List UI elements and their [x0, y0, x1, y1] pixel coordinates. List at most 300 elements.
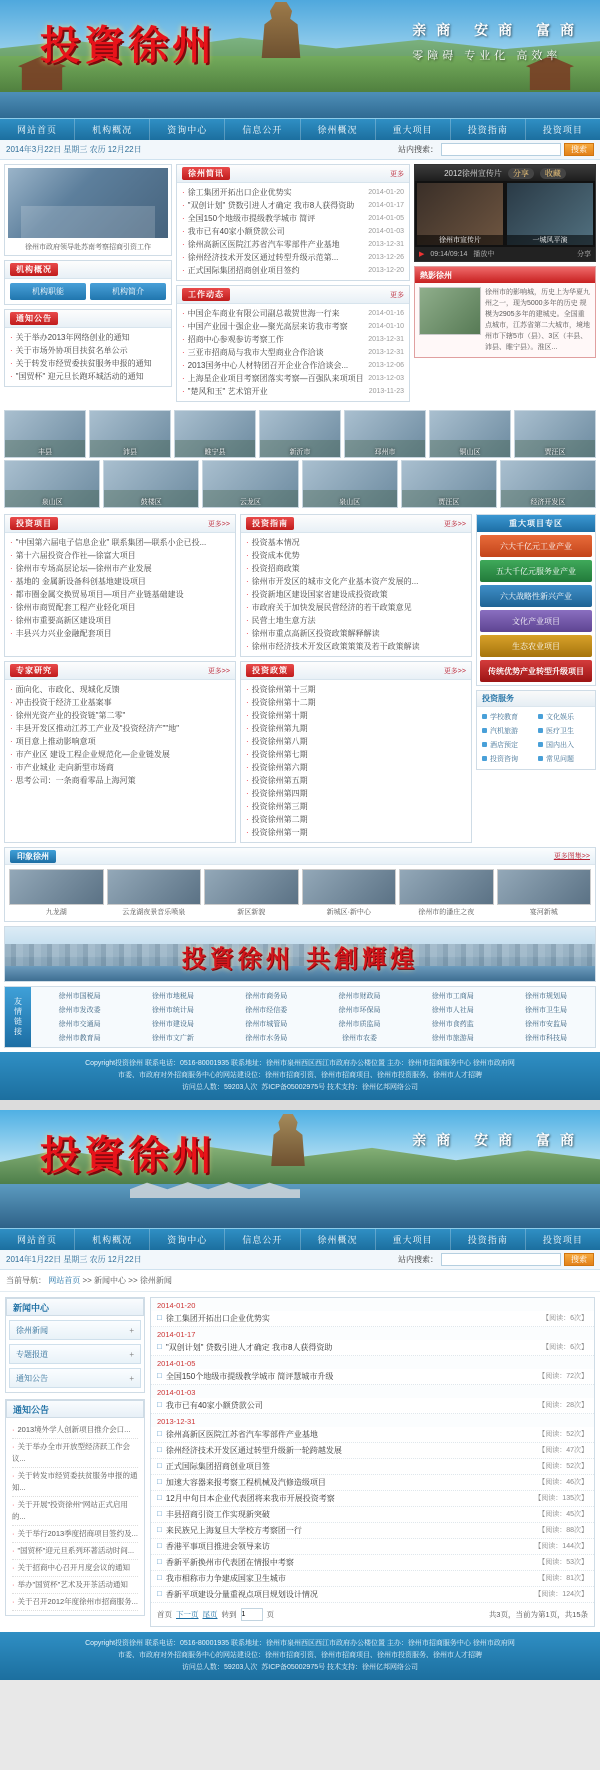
- link-item[interactable]: 徐州市人社局: [431, 1007, 474, 1014]
- list-item[interactable]: [10, 370, 166, 383]
- list-item[interactable]: [246, 709, 466, 722]
- item-text: · 投资成本优势: [251, 551, 300, 560]
- news-date: 2013-12-31: [368, 241, 404, 248]
- breadcrumb-home[interactable]: 网站首页: [48, 1276, 81, 1285]
- news-more-link[interactable]: 更多: [390, 170, 404, 178]
- org-panel-title: 机构概况: [10, 263, 58, 276]
- nav-item-guide[interactable]: 投资指南: [451, 119, 526, 140]
- nav-item-projects[interactable]: 投资项目: [542, 1235, 583, 1245]
- service-item-travel[interactable]: 汽机旅游: [480, 724, 536, 738]
- nav-item-projects[interactable]: 投资项目: [542, 125, 583, 135]
- news-title: 我市已有40家小额贷款公司: [165, 1401, 263, 1410]
- list-item[interactable]: [182, 225, 404, 238]
- nav-item-overview[interactable]: 徐州概况: [301, 119, 376, 140]
- table-row[interactable]: [151, 1398, 594, 1414]
- list-item[interactable]: · 关于召开2012年度徐州市招商服务...: [12, 1594, 138, 1611]
- site-logo-2: 投資徐州: [40, 1132, 216, 1179]
- list-item[interactable]: · 关于举办全市开放型经济跃工作会议...: [12, 1439, 138, 1468]
- mid-content-row: [0, 514, 600, 847]
- sidebar-item-label: 通知公告: [16, 1373, 48, 1383]
- list-item[interactable]: [246, 813, 466, 826]
- scenic-item[interactable]: [107, 869, 202, 917]
- bullet-icon: □: [157, 1429, 162, 1438]
- bullet-icon: □: [157, 1313, 162, 1322]
- news-group-date: 2014-01-20: [151, 1298, 594, 1311]
- table-row[interactable]: [151, 1427, 594, 1443]
- scenic-label: 新城区·新中心: [326, 909, 371, 916]
- news-date: 2014-01-20: [368, 189, 404, 196]
- scenic-item[interactable]: [497, 869, 592, 917]
- list-item[interactable]: [246, 683, 466, 696]
- district-label: 泉山区: [41, 499, 63, 506]
- expand-icon[interactable]: +: [129, 1373, 134, 1383]
- list-item[interactable]: [182, 372, 404, 385]
- list-item[interactable]: [246, 549, 466, 562]
- district-label: 新沂市: [289, 449, 311, 456]
- gallery-item[interactable]: [4, 410, 86, 457]
- link-item[interactable]: 徐州市教育局: [58, 1035, 101, 1042]
- scenic-item[interactable]: [302, 869, 397, 917]
- search-button-2[interactable]: 搜索: [564, 1253, 594, 1266]
- footer-icp: 苏ICP备05002975号 技术支持：徐州亿邦网络公司: [261, 1664, 419, 1671]
- sidebar-item-xuzhou-news[interactable]: [9, 1320, 141, 1340]
- page-separator: [0, 1100, 600, 1110]
- page-footer-2: [0, 1632, 600, 1680]
- list-item[interactable]: [10, 709, 230, 722]
- list-item[interactable]: [10, 774, 230, 787]
- project-category-upgrade[interactable]: 传统优势产业转型升级项目: [480, 660, 592, 682]
- link-item[interactable]: 徐州市建设局: [151, 1021, 194, 1028]
- major-projects-title: 重大项目专区: [477, 515, 595, 532]
- gallery-item[interactable]: [103, 460, 199, 507]
- org-intro-button[interactable]: 机构简介: [90, 283, 166, 300]
- video-thumb-2[interactable]: [507, 183, 593, 245]
- project-category-industry[interactable]: 六大千亿元工业产业: [480, 535, 592, 557]
- research-list: [5, 680, 235, 790]
- sidebar-item-notices[interactable]: [9, 1368, 141, 1388]
- share-button[interactable]: 分享: [508, 168, 534, 179]
- date-search-bar: [0, 140, 600, 160]
- page-total-info: 共3页，当前为第1页，共15条: [488, 1610, 588, 1619]
- item-text: · 项目意上推动影响意项: [15, 737, 96, 746]
- link-item[interactable]: 徐州市文广新: [151, 1035, 194, 1042]
- invest-projects-more[interactable]: 更多>>: [207, 520, 230, 528]
- service-item-consult[interactable]: 投资咨询: [480, 752, 536, 766]
- work-more-link[interactable]: 更多: [390, 291, 404, 299]
- hot-panel-title: 熱影徐州: [420, 270, 452, 280]
- item-text: · 投资徐州第十二期: [251, 698, 316, 707]
- list-item[interactable]: · 关于招商中心召开月度会议的通知: [12, 1560, 138, 1577]
- table-row[interactable]: [151, 1340, 594, 1356]
- site-banner-2: [0, 1110, 600, 1228]
- page-root-2: [0, 1110, 600, 1680]
- nav-item-home[interactable]: 网站首页: [0, 1229, 75, 1250]
- collect-button[interactable]: 收藏: [540, 168, 566, 179]
- list-item[interactable]: [10, 331, 166, 344]
- table-row[interactable]: [151, 1311, 594, 1327]
- list-item[interactable]: [246, 696, 466, 709]
- scenic-item[interactable]: [204, 869, 299, 917]
- pagination: [151, 1603, 594, 1626]
- list-item[interactable]: [182, 264, 404, 277]
- news-views: 【阅读：45次】: [538, 1511, 588, 1518]
- search-label-2: 站内搜索：: [398, 1255, 438, 1264]
- list-item[interactable]: [10, 562, 230, 575]
- district-label: 邳州市: [374, 449, 396, 456]
- list-item[interactable]: [10, 696, 230, 709]
- link-item[interactable]: 徐州市卫生局: [525, 1007, 568, 1014]
- org-function-button[interactable]: 机构职能: [10, 283, 86, 300]
- list-item[interactable]: [10, 683, 230, 696]
- item-text: · 基地的 金属新设备科创基地建设项目: [15, 577, 146, 586]
- page-last-link[interactable]: 尾页: [202, 1610, 218, 1619]
- notice-text: · 关于举办2013年网络创业的通知: [15, 333, 130, 342]
- scenic-item[interactable]: [399, 869, 494, 917]
- work-date: 2013-12-31: [368, 349, 404, 356]
- page-next-link[interactable]: 下一页: [176, 1610, 199, 1619]
- video-progress-label: 播放中: [473, 251, 495, 258]
- news-group-date: 2014-01-05: [151, 1356, 594, 1369]
- link-item[interactable]: 徐州市环保局: [338, 1007, 381, 1014]
- services-grid: [477, 707, 595, 769]
- nav-item-info[interactable]: 信息公开: [225, 119, 300, 140]
- list-item[interactable]: · 2013境外学人创新项目推介会口...: [12, 1422, 138, 1439]
- list-item[interactable]: [246, 735, 466, 748]
- hot-description: 徐州市的影响城，历史上为华夏九州之一，现为5000多年的历史 规模为2905多年的建城史。全国重点城市，江苏省第二大城市，境地州市下辖5市（县）、3区（丰县、沛县、睢宁县）。淮区...: [485, 289, 590, 351]
- nav-item-consult[interactable]: 资询中心: [150, 119, 225, 140]
- date-search-bar-2: [0, 1250, 600, 1270]
- search-input[interactable]: [441, 143, 561, 156]
- video-thumb-2-label: 一城风平演: [507, 235, 593, 245]
- footer-visit-count: 59203: [223, 1084, 244, 1091]
- gallery-item[interactable]: [344, 410, 426, 457]
- project-category-services[interactable]: 五大千亿元服务业产业: [480, 560, 592, 582]
- footer-visit-count: 59203: [223, 1664, 244, 1671]
- project-category-agriculture[interactable]: 生态农业项目: [480, 635, 592, 657]
- video-title: 2012徐州宣传片: [444, 168, 502, 178]
- list-item[interactable]: [246, 787, 466, 800]
- bullet-icon: □: [157, 1445, 162, 1454]
- list-item[interactable]: [10, 601, 230, 614]
- table-row[interactable]: [151, 1491, 594, 1507]
- page-first-link[interactable]: 首页: [157, 1610, 172, 1619]
- list-item[interactable]: [182, 199, 404, 212]
- footer-line-2: 市委、市政府对外招商服务中心的网站建设位：徐州市招商引资、徐州市招商项目、徐州市投资服务、徐州市人才招聘: [118, 1072, 482, 1079]
- scenic-image: [302, 869, 397, 905]
- bullet-icon: □: [157, 1557, 162, 1566]
- search-input-2[interactable]: [441, 1253, 561, 1266]
- page2-main: [150, 1297, 595, 1627]
- list-item[interactable]: [182, 186, 404, 199]
- link-item[interactable]: 徐州市统计局: [151, 1007, 194, 1014]
- list-item[interactable]: [246, 774, 466, 787]
- table-row[interactable]: [151, 1459, 594, 1475]
- nav-item-consult[interactable]: 资询中心: [150, 1229, 225, 1250]
- nav-item-org[interactable]: 机构概况: [75, 1229, 150, 1250]
- policy-header: [241, 662, 471, 680]
- news-title: · "双创计划" 贷数引进人才确定 我市8人获得资助: [187, 201, 355, 210]
- link-item[interactable]: 徐州市安监局: [525, 1021, 568, 1028]
- news-views: 【阅读：47次】: [538, 1447, 588, 1454]
- list-item[interactable]: [10, 627, 230, 640]
- scenic-image: [497, 869, 592, 905]
- gallery-item[interactable]: [401, 460, 497, 507]
- list-item[interactable]: [246, 562, 466, 575]
- link-item[interactable]: 徐州市交通局: [58, 1021, 101, 1028]
- list-item[interactable]: [246, 748, 466, 761]
- right-sidebar: [476, 514, 596, 843]
- list-item[interactable]: [182, 307, 404, 320]
- list-item[interactable]: · 关于开展"投资徐州"网站正式启用的...: [12, 1497, 138, 1526]
- main-navigation-2[interactable]: [0, 1228, 600, 1250]
- list-item[interactable]: [10, 575, 230, 588]
- news-group-date: 2013-12-31: [151, 1414, 594, 1427]
- item-text: · 投资徐州第六期: [251, 763, 308, 772]
- list-item[interactable]: [246, 601, 466, 614]
- news-title: "双创计划" 贷数引进人才确定 我市8人获得资助: [165, 1343, 333, 1352]
- link-item[interactable]: 徐州市农委: [341, 1035, 377, 1042]
- news-title: · 徐州经济技术开发区通过转型升级示范第...: [187, 253, 339, 262]
- list-item[interactable]: [246, 826, 466, 839]
- nav-item-info[interactable]: 信息公开: [225, 1229, 300, 1250]
- slogan-line-1: 亲商 安商 富商: [412, 22, 584, 38]
- nav-item-overview[interactable]: 徐州概况: [301, 1229, 376, 1250]
- gallery-item[interactable]: [302, 460, 398, 507]
- gallery-item[interactable]: [4, 460, 100, 507]
- table-row[interactable]: [151, 1523, 594, 1539]
- gallery-row-1: [4, 410, 596, 457]
- link-item[interactable]: 徐州市发改委: [58, 1007, 101, 1014]
- project-category-emerging[interactable]: 六大战略性新兴产业: [480, 585, 592, 607]
- video-share-link[interactable]: 分享: [577, 251, 591, 258]
- table-row[interactable]: [151, 1571, 594, 1587]
- item-text: · 投资徐州第二期: [251, 815, 308, 824]
- scenic-more-link[interactable]: 更多图集>>: [553, 853, 590, 860]
- list-item[interactable]: [246, 627, 466, 640]
- list-item[interactable]: [10, 549, 230, 562]
- item-text: · 投资徐州第八期: [251, 737, 308, 746]
- list-item[interactable]: [10, 536, 230, 549]
- list-item[interactable]: [182, 359, 404, 372]
- video-header: [415, 165, 595, 181]
- table-row[interactable]: [151, 1475, 594, 1491]
- sidebar-item-special-report[interactable]: [9, 1344, 141, 1364]
- nav-item-guide[interactable]: 投资指南: [451, 1229, 526, 1250]
- links-label: 友情链接: [5, 987, 31, 1047]
- list-item[interactable]: [182, 385, 404, 398]
- services-title: 投资服务: [477, 691, 595, 707]
- news-title: · 徐州高新区医院江苏省汽车零部件产业基地: [187, 240, 340, 249]
- list-item[interactable]: [246, 575, 466, 588]
- service-item-health[interactable]: 医疗卫生: [536, 724, 592, 738]
- project-category-culture[interactable]: 文化产业项目: [480, 610, 592, 632]
- invest-guide-title: 投资指南: [246, 517, 294, 530]
- link-item[interactable]: 徐州市经信委: [245, 1007, 288, 1014]
- search-button[interactable]: 搜索: [564, 143, 594, 156]
- link-item[interactable]: 徐州市科技局: [525, 1035, 568, 1042]
- list-item[interactable]: [10, 588, 230, 601]
- list-item[interactable]: · 关于举行2013季度招商项目签约及...: [12, 1526, 138, 1543]
- hot-thumbnail[interactable]: [419, 287, 481, 335]
- news-list-table: [150, 1297, 595, 1627]
- news-title: 12月中旬日本企业代表团将来我市开展投资考察: [165, 1494, 335, 1503]
- link-item[interactable]: 徐州市旅游局: [431, 1035, 474, 1042]
- research-more[interactable]: 更多>>: [207, 667, 230, 675]
- work-date: 2014-01-10: [368, 323, 404, 330]
- link-item[interactable]: 徐州市地税局: [151, 993, 194, 1000]
- gallery-item[interactable]: [500, 460, 596, 507]
- breadcrumb-mid[interactable]: 新闻中心: [94, 1276, 127, 1285]
- bullet-icon: □: [157, 1589, 162, 1598]
- footer-visits-suffix: 人次: [243, 1084, 258, 1091]
- list-item[interactable]: [246, 800, 466, 813]
- news-views: 【阅读：88次】: [538, 1527, 588, 1534]
- expand-icon[interactable]: +: [129, 1349, 134, 1359]
- research-title: 专家研究: [10, 664, 58, 677]
- list-item[interactable]: · 关于转发市经贸委扶贫服务申报的通知...: [12, 1468, 138, 1497]
- item-text: · "中国第六届电子信息企业" 联系集团—联系小企已投...: [15, 538, 207, 547]
- link-item[interactable]: 徐州市工商局: [431, 993, 474, 1000]
- scenic-label: 新区新貌: [237, 909, 266, 916]
- list-item[interactable]: · 举办"国贸杯"艺术及开茶活动通知: [12, 1577, 138, 1594]
- link-item[interactable]: 徐州市城管局: [245, 1021, 288, 1028]
- list-item[interactable]: [246, 536, 466, 549]
- service-item-hotel[interactable]: 酒店预定: [480, 738, 536, 752]
- news-date: 2013-12-20: [368, 267, 404, 274]
- invest-projects-list: [5, 533, 235, 643]
- gallery-item[interactable]: [174, 410, 256, 457]
- list-item[interactable]: [246, 722, 466, 735]
- nav-item-major-projects[interactable]: 重大项目: [376, 1229, 451, 1250]
- table-row[interactable]: [151, 1539, 594, 1555]
- news-views: 【阅读：52次】: [538, 1431, 588, 1438]
- news-views: 【阅读：124次】: [534, 1591, 588, 1598]
- list-item[interactable]: [182, 346, 404, 359]
- list-item[interactable]: · "国贸杯"迎元旦系列环著活动时间...: [12, 1543, 138, 1560]
- table-row[interactable]: [151, 1587, 594, 1603]
- search-label: 站内搜索：: [398, 145, 438, 154]
- list-item[interactable]: [182, 333, 404, 346]
- item-text: · 投资徐州第十期: [251, 711, 308, 720]
- list-item[interactable]: [182, 212, 404, 225]
- news-views: 【阅读：46次】: [538, 1479, 588, 1486]
- link-item[interactable]: 徐州市食药监: [431, 1021, 474, 1028]
- link-item[interactable]: 徐州市质监局: [338, 1021, 381, 1028]
- site-logo: 投資徐州: [40, 22, 216, 69]
- list-item[interactable]: [10, 614, 230, 627]
- table-row[interactable]: [151, 1443, 594, 1459]
- video-thumb-1-label: 徐州市宣传片: [417, 235, 503, 245]
- banner2-lake: [0, 1184, 600, 1228]
- news-date: 2013-12-26: [368, 254, 404, 261]
- item-text: · 投资徐州第十三期: [251, 685, 316, 694]
- news-title: 全国150个地级市提级教学城市 简评慧城市升级: [165, 1372, 334, 1381]
- gallery-item[interactable]: [89, 410, 171, 457]
- list-item[interactable]: [246, 640, 466, 653]
- service-item-education[interactable]: 学校教育: [480, 710, 536, 724]
- list-item[interactable]: [10, 748, 230, 761]
- list-item[interactable]: [10, 722, 230, 735]
- item-text: · 徐州市经济技术开发区政策策策及若干政策解读: [251, 642, 420, 651]
- main-navigation[interactable]: [0, 118, 600, 140]
- bullet-icon: □: [157, 1371, 162, 1380]
- link-item[interactable]: 徐州市规划局: [525, 993, 568, 1000]
- table-row[interactable]: [151, 1369, 594, 1385]
- work-dynamics-panel: [176, 285, 410, 402]
- nav-item-org[interactable]: 机构概况: [75, 119, 150, 140]
- district-label: 贾汪区: [544, 449, 566, 456]
- expand-icon[interactable]: +: [129, 1325, 134, 1335]
- list-item[interactable]: [246, 614, 466, 627]
- footer-icp: 苏ICP备05002975号 技术支持：徐州亿邦网络公司: [261, 1084, 419, 1091]
- link-item[interactable]: 徐州市商务局: [245, 993, 288, 1000]
- research-header: [5, 662, 235, 680]
- gallery-item[interactable]: [514, 410, 596, 457]
- work-date: 2013-11-23: [368, 388, 404, 395]
- gallery-row-2: [4, 460, 596, 507]
- play-icon[interactable]: ▶: [419, 251, 425, 258]
- news-date: 2014-01-03: [368, 228, 404, 235]
- work-date: 2014-01-16: [368, 310, 404, 317]
- table-row[interactable]: [151, 1507, 594, 1523]
- service-item-faq[interactable]: 常见问题: [536, 752, 592, 766]
- gallery-item[interactable]: [259, 410, 341, 457]
- policy-more[interactable]: 更多>>: [443, 667, 466, 675]
- scenic-item[interactable]: [9, 869, 104, 917]
- link-item[interactable]: 徐州市财政局: [338, 993, 381, 1000]
- list-item[interactable]: [182, 238, 404, 251]
- friendly-links: [4, 986, 596, 1048]
- list-item[interactable]: [10, 344, 166, 357]
- table-row[interactable]: [151, 1555, 594, 1571]
- service-item-transport[interactable]: 国内出入: [536, 738, 592, 752]
- list-item[interactable]: [182, 251, 404, 264]
- list-item[interactable]: [246, 761, 466, 774]
- nav-item-home[interactable]: 网站首页: [0, 119, 75, 140]
- invest-guide-more[interactable]: 更多>>: [443, 520, 466, 528]
- scenic-title: 印象徐州: [10, 850, 56, 863]
- list-item[interactable]: [10, 761, 230, 774]
- current-date: 2014年3月22日 星期三 农历 12月22日: [6, 145, 142, 154]
- major-projects-zone: [476, 514, 596, 686]
- gallery-item[interactable]: [202, 460, 298, 507]
- work-date: 2013-12-31: [368, 336, 404, 343]
- scenic-image: [9, 869, 104, 905]
- video-thumb-1[interactable]: [417, 183, 503, 245]
- service-item-culture[interactable]: 文化娱乐: [536, 710, 592, 724]
- bullet-icon: □: [157, 1573, 162, 1582]
- gallery-item[interactable]: [429, 410, 511, 457]
- list-item[interactable]: [10, 735, 230, 748]
- expert-research-panel: [4, 661, 236, 843]
- video-controls[interactable]: [415, 247, 595, 261]
- nav-item-major-projects[interactable]: 重大项目: [376, 119, 451, 140]
- list-item[interactable]: [246, 588, 466, 601]
- news-views: 【阅读：72次】: [538, 1373, 588, 1380]
- link-item[interactable]: 徐州市国税局: [58, 993, 101, 1000]
- list-item[interactable]: [182, 320, 404, 333]
- page-jump-input[interactable]: [241, 1608, 263, 1621]
- work-date: 2013-12-06: [368, 362, 404, 369]
- item-text: · 投资基本情况: [251, 538, 300, 547]
- leader-photo-caption: 徐州市政府领导赴苏南考察招商引资工作: [25, 244, 151, 251]
- link-item[interactable]: 徐州市水务局: [245, 1035, 288, 1042]
- top-content-row: [0, 160, 600, 406]
- leader-photo[interactable]: [8, 168, 168, 238]
- scenic-label: 云龙湖夜景音乐喷泉: [122, 909, 186, 916]
- work-title: · 2013国务中心人材特团召开企业合作洽谈会...: [187, 361, 349, 370]
- list-item[interactable]: [10, 357, 166, 370]
